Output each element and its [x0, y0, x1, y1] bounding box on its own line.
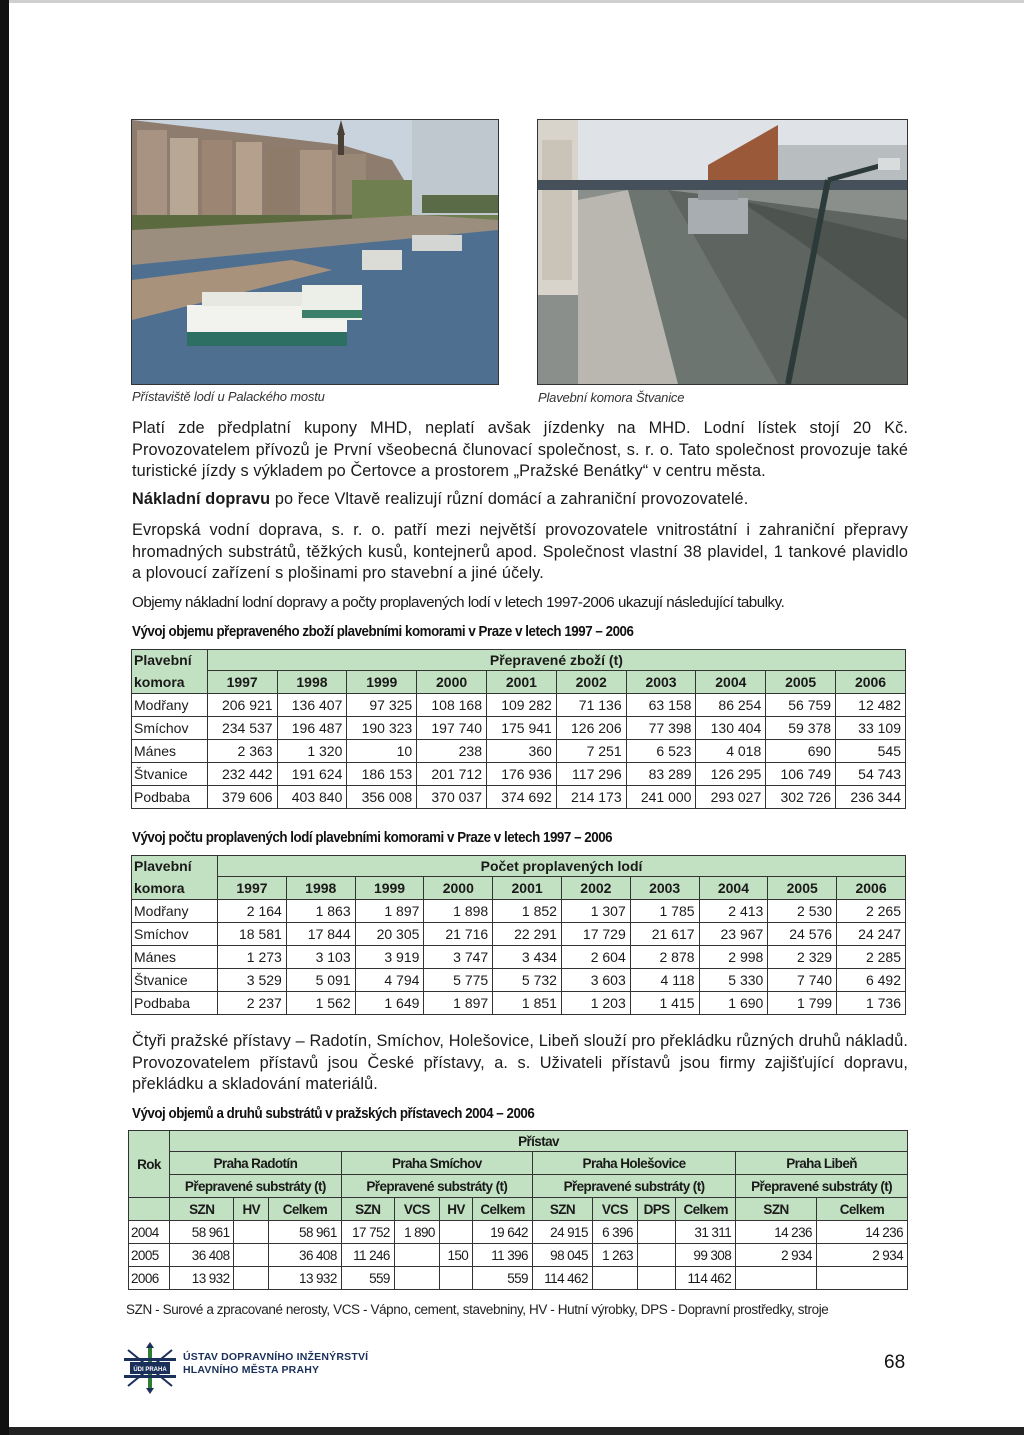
table1-year: 1998: [277, 671, 347, 694]
table1-year: 2000: [417, 671, 487, 694]
photo-lock-illustration: [538, 120, 907, 384]
table2-cell: 1 273: [218, 946, 287, 969]
table1-cell: 403 840: [277, 786, 347, 809]
table1-cell: 12 482: [836, 694, 906, 717]
table3-port-holesovice: Praha Holešovice: [532, 1152, 735, 1175]
table1-row-label: Modřany: [132, 694, 208, 717]
table2-cell: 1 852: [493, 900, 562, 923]
table3-cell: 36 408: [170, 1244, 234, 1267]
table1-cell: 379 606: [207, 786, 277, 809]
table2-row: [132, 946, 906, 969]
table3-cell: [439, 1221, 472, 1244]
table2-cell: 2 329: [768, 946, 837, 969]
table2-row-label: Mánes: [132, 946, 218, 969]
table3-cell: 114 462: [676, 1267, 736, 1290]
table3-column-headers: [129, 1198, 908, 1221]
table1-cell: 374 692: [487, 786, 557, 809]
table2-cell: 1 690: [699, 992, 768, 1015]
table2-row: [132, 969, 906, 992]
table2-cell: 17 844: [286, 923, 355, 946]
table3-cell: 2 934: [816, 1244, 907, 1267]
table2-row-label: Štvanice: [132, 969, 218, 992]
table1-cell: 2 363: [207, 740, 277, 763]
table3-cell: 58 961: [170, 1221, 234, 1244]
table1-row: [132, 694, 906, 717]
udi-logo: [122, 1340, 178, 1401]
table3-subheader: Přepravené substráty (t): [170, 1175, 342, 1198]
table3-port-liben: Praha Libeň: [736, 1152, 908, 1175]
table1-row-label: Podbaba: [132, 786, 208, 809]
table2-cell: 2 265: [837, 900, 906, 923]
table1-year: 2003: [626, 671, 696, 694]
table3-cell: [234, 1221, 269, 1244]
table1-cell: 4 018: [696, 740, 766, 763]
table2-cell: 1 307: [561, 900, 630, 923]
table3-cell: 58 961: [269, 1221, 342, 1244]
table2-cell: 2 878: [630, 946, 699, 969]
table3-row-year: 2006: [129, 1267, 170, 1290]
table1-cell: 109 282: [487, 694, 557, 717]
udi-logo-text: [183, 1351, 368, 1377]
table2-cell: 3 103: [286, 946, 355, 969]
table2-cell: 1 898: [424, 900, 493, 923]
table1-cell: 238: [417, 740, 487, 763]
table1-row-label: Smíchov: [132, 717, 208, 740]
table2-cell: 5 775: [424, 969, 493, 992]
table2-year: 1998: [286, 877, 355, 900]
table1-cell: 136 407: [277, 694, 347, 717]
table1-row-label: Mánes: [132, 740, 208, 763]
scan-left-edge: [0, 0, 9, 1435]
photo-palacky-pier: [131, 119, 499, 385]
table2-cell: 2 530: [768, 900, 837, 923]
table2-cell: 20 305: [355, 923, 424, 946]
table2-cell: 5 732: [493, 969, 562, 992]
table1-cell: 130 404: [696, 717, 766, 740]
table2-cell: 17 729: [561, 923, 630, 946]
table3-row: [129, 1221, 908, 1244]
table3-col-header: DPS: [637, 1198, 675, 1221]
table3-subheader: Přepravené substráty (t): [736, 1175, 908, 1198]
table1-cell: 690: [766, 740, 836, 763]
table1-row-label: Štvanice: [132, 763, 208, 786]
table1-cell: 197 740: [417, 717, 487, 740]
table-port-substrates: [128, 1130, 908, 1290]
table3-cell: 11 246: [341, 1244, 394, 1267]
table1-body: [132, 694, 906, 809]
table2-cell: 1 785: [630, 900, 699, 923]
table3-col-header: HV: [439, 1198, 472, 1221]
table3-col-header: SZN: [341, 1198, 394, 1221]
table3-cell: 36 408: [269, 1244, 342, 1267]
table1-cell: 175 941: [487, 717, 557, 740]
udi-logo-line2: HLAVNÍHO MĚSTA PRAHY: [183, 1364, 320, 1376]
table2-cell: 24 247: [837, 923, 906, 946]
table-vessels-passed: [131, 855, 906, 1015]
scan-top-edge: [9, 0, 1024, 3]
table2-year: 2004: [699, 877, 768, 900]
table1-cell: 6 523: [626, 740, 696, 763]
table3-cell: 31 311: [676, 1221, 736, 1244]
table3-cell: [816, 1267, 907, 1290]
table2-cell: 7 740: [768, 969, 837, 992]
table2-cell: 5 330: [699, 969, 768, 992]
table2-row-label: Modřany: [132, 900, 218, 923]
table3-cell: [394, 1267, 439, 1290]
table3-cell: 13 932: [269, 1267, 342, 1290]
table1-year: 2001: [487, 671, 557, 694]
table2-cell: 3 603: [561, 969, 630, 992]
table2-group-header: Počet proplavených lodí: [218, 856, 906, 877]
table3-heading: Vývoj objemů a druhů substrátů v pražských přístavech 2004 – 2006: [132, 1106, 535, 1122]
table3-cell: 14 236: [816, 1221, 907, 1244]
table1-cell: 117 296: [556, 763, 626, 786]
table2-year: 2005: [768, 877, 837, 900]
table2-cell: 3 529: [218, 969, 287, 992]
table1-cell: 234 537: [207, 717, 277, 740]
table3-cell: 99 308: [676, 1244, 736, 1267]
table1-cell: 241 000: [626, 786, 696, 809]
table2-cell: 1 562: [286, 992, 355, 1015]
table1-cell: 236 344: [836, 786, 906, 809]
table2-cell: 2 237: [218, 992, 287, 1015]
table2-cell: 2 604: [561, 946, 630, 969]
table2-cell: 22 291: [493, 923, 562, 946]
table3-pristav-header: Přístav: [170, 1131, 908, 1152]
table1-cell: 59 378: [766, 717, 836, 740]
table2-row-label: Smíchov: [132, 923, 218, 946]
table2-cell: 1 799: [768, 992, 837, 1015]
table2-year: 1997: [218, 877, 287, 900]
table3-col-header: VCS: [394, 1198, 439, 1221]
table1-heading: Vývoj objemu přepraveného zboží plavebními komorami v Praze v letech 1997 – 2006: [132, 624, 634, 640]
table1-cell: 232 442: [207, 763, 277, 786]
paragraph-evropska-vodni-doprava: Evropská vodní doprava, s. r. o. patří mezi největší provozovatele vnitrostátní i zahraniční přepravy hromadných substrátů, těžkých kusů, kontejnerů apod. Společnost vlastní 38 plavidel, 1 tankové plavidlo a plovoucí zařízení s plošinami pro stavební a jiné účely.: [132, 521, 908, 582]
table2-cell: 2 413: [699, 900, 768, 923]
table2-corner-bottom: komora: [132, 877, 218, 900]
table3-cell: 13 932: [170, 1267, 234, 1290]
table3-cell: 150: [439, 1244, 472, 1267]
table2-year: 2006: [837, 877, 906, 900]
udi-logo-line1: ÚSTAV DOPRAVNÍHO INŽENÝRSTVÍ: [183, 1351, 369, 1363]
table2-year: 2000: [424, 877, 493, 900]
table3-col-header: VCS: [592, 1198, 637, 1221]
table3-cell: [439, 1267, 472, 1290]
table2-cell: 2 164: [218, 900, 287, 923]
table1-group-header: Přepravené zboží (t): [207, 650, 905, 671]
table3-subheader: Přepravené substráty (t): [532, 1175, 735, 1198]
photo-stvanice-lock: [537, 119, 908, 385]
table1-cell: 108 168: [417, 694, 487, 717]
table3-col-header: SZN: [736, 1198, 817, 1221]
table3-subheader: Přepravené substráty (t): [341, 1175, 532, 1198]
table3-cell: 6 396: [592, 1221, 637, 1244]
table1-cell: 214 173: [556, 786, 626, 809]
table2-cell: 4 118: [630, 969, 699, 992]
paragraph-tables-intro: Objemy nákladní lodní dopravy a počty proplavených lodí v letech 1997-2006 ukazují následující tabulky.: [132, 594, 785, 611]
table3-col-header: HV: [234, 1198, 269, 1221]
table1-row: [132, 740, 906, 763]
paragraph-ferry-tickets: Platí zde předplatní kupony MHD, neplatí avšak jízdenky na MHD. Lodní lístek stojí 20 Kč. Provozovatelem přívozů je První všeobecná člunovací společnost, s. r. o. Tato společnost provozuje také turistické jízdy s výkladem po Čertovce a prostorem „Pražské Benátky“ v centru města.: [132, 419, 908, 480]
table2-year: 2002: [561, 877, 630, 900]
table3-cell: 1 263: [592, 1244, 637, 1267]
table3-cell: 14 236: [736, 1221, 817, 1244]
table3-col-header: Celkem: [816, 1198, 907, 1221]
table1-year: 1999: [347, 671, 417, 694]
table3-row: [129, 1267, 908, 1290]
table1-cell: 370 037: [417, 786, 487, 809]
freight-transport-bold: Nákladní dopravu: [132, 490, 271, 508]
table1-cell: 7 251: [556, 740, 626, 763]
table2-cell: 1 863: [286, 900, 355, 923]
table2-cell: 21 716: [424, 923, 493, 946]
table3-rok-header: Rok: [129, 1131, 170, 1198]
table3-col-header: SZN: [532, 1198, 592, 1221]
table2-cell: 1 897: [424, 992, 493, 1015]
table3-cell: [637, 1244, 675, 1267]
table2-row: [132, 992, 906, 1015]
table2-cell: 4 794: [355, 969, 424, 992]
table2-cell: 5 091: [286, 969, 355, 992]
table3-row: [129, 1244, 908, 1267]
table1-cell: 71 136: [556, 694, 626, 717]
table1-cell: 126 295: [696, 763, 766, 786]
table3-cell: 559: [473, 1267, 533, 1290]
table3-col-header: SZN: [170, 1198, 234, 1221]
table3-cell: 98 045: [532, 1244, 592, 1267]
table1-cell: 86 254: [696, 694, 766, 717]
table2-cell: 6 492: [837, 969, 906, 992]
table2-year: 1999: [355, 877, 424, 900]
table2-cell: 2 998: [699, 946, 768, 969]
table2-row: [132, 900, 906, 923]
table3-cell: 2 934: [736, 1244, 817, 1267]
table-transported-goods: [131, 649, 906, 809]
table1-cell: 196 487: [277, 717, 347, 740]
table3-port-smichov: Praha Smíchov: [341, 1152, 532, 1175]
table1-cell: 54 743: [836, 763, 906, 786]
table1-row: [132, 763, 906, 786]
table3-cell: [234, 1267, 269, 1290]
table2-row: [132, 923, 906, 946]
table2-row-label: Podbaba: [132, 992, 218, 1015]
table2-corner-top: Plavební: [132, 856, 218, 877]
table1-cell: 360: [487, 740, 557, 763]
table3-cell: 559: [341, 1267, 394, 1290]
table1-cell: 77 398: [626, 717, 696, 740]
table2-cell: 1 897: [355, 900, 424, 923]
table1-year: 2004: [696, 671, 766, 694]
footnote-abbreviations: SZN - Surové a zpracované nerosty, VCS - Vápno, cement, stavebniny, HV - Hutní výrobky, DPS - Dopravní prostředky, stroje: [126, 1302, 829, 1317]
table3-col-header: Celkem: [473, 1198, 533, 1221]
table2-cell: 1 415: [630, 992, 699, 1015]
table3-cell: [637, 1221, 675, 1244]
table1-corner-top: Plavební: [132, 650, 208, 671]
table3-cell: 11 396: [473, 1244, 533, 1267]
table3-cell: [592, 1267, 637, 1290]
table2-cell: 3 919: [355, 946, 424, 969]
table1-cell: 1 320: [277, 740, 347, 763]
scan-bottom-edge: [9, 1427, 1024, 1435]
photo-caption-lock: Plavební komora Štvanice: [538, 390, 685, 405]
table2-cell: 24 576: [768, 923, 837, 946]
paragraph-prague-ports: Čtyři pražské přístavy – Radotín, Smíchov, Holešovice, Libeň slouží pro překládku různých druhů nákladů. Provozovatelem přístavů jsou České přístavy, a. s. Uživateli přístavů jsou firmy zajišťující dopravu, překládku a skladování materiálů.: [132, 1032, 908, 1093]
table1-cell: 63 158: [626, 694, 696, 717]
table1-year: 2006: [836, 671, 906, 694]
table2-cell: 2 285: [837, 946, 906, 969]
udi-logo-icon: [122, 1340, 178, 1396]
table1-cell: 56 759: [766, 694, 836, 717]
table2-heading: Vývoj počtu proplavených lodí plavebními komorami v Praze v letech 1997 – 2006: [132, 830, 613, 846]
table3-cell: [736, 1267, 817, 1290]
table3-body: [129, 1221, 908, 1290]
table1-cell: 106 749: [766, 763, 836, 786]
table3-cell: 19 642: [473, 1221, 533, 1244]
table2-cell: 3 434: [493, 946, 562, 969]
photo-caption-pier: Přístaviště lodí u Palackého mostu: [132, 389, 325, 404]
table3-col-header: Celkem: [269, 1198, 342, 1221]
table1-row: [132, 717, 906, 740]
table1-cell: 201 712: [417, 763, 487, 786]
table2-body: [132, 900, 906, 1015]
table3-cell: [394, 1244, 439, 1267]
table1-year: 1997: [207, 671, 277, 694]
table2-cell: 3 747: [424, 946, 493, 969]
freight-transport-rest: po řece Vltavě realizují různí domácí a zahraniční provozovatelé.: [270, 490, 749, 508]
table3-row-year: 2004: [129, 1221, 170, 1244]
table1-cell: 176 936: [487, 763, 557, 786]
table1-cell: 126 206: [556, 717, 626, 740]
table3-cell: 1 890: [394, 1221, 439, 1244]
table2-cell: 21 617: [630, 923, 699, 946]
table1-cell: 186 153: [347, 763, 417, 786]
table1-cell: 302 726: [766, 786, 836, 809]
table1-cell: 545: [836, 740, 906, 763]
table1-cell: 356 008: [347, 786, 417, 809]
table1-cell: 97 325: [347, 694, 417, 717]
photo-pier-illustration: [132, 120, 498, 384]
table1-cell: 83 289: [626, 763, 696, 786]
table3-cell: 24 915: [532, 1221, 592, 1244]
paragraph-freight-transport: [132, 489, 908, 511]
table3-port-radotin: Praha Radotín: [170, 1152, 342, 1175]
table1-cell: 10: [347, 740, 417, 763]
page-number: 68: [884, 1352, 906, 1373]
table1-cell: 293 027: [696, 786, 766, 809]
table1-year: 2002: [556, 671, 626, 694]
table2-cell: 1 851: [493, 992, 562, 1015]
table1-row: [132, 786, 906, 809]
table3-cell: [234, 1244, 269, 1267]
table3-cell: [637, 1267, 675, 1290]
table2-cell: 1 203: [561, 992, 630, 1015]
table2-cell: 23 967: [699, 923, 768, 946]
udi-logo-badge: ÚDI PRAHA: [133, 1367, 167, 1373]
table2-year: 2001: [493, 877, 562, 900]
table2-cell: 1 736: [837, 992, 906, 1015]
table1-cell: 33 109: [836, 717, 906, 740]
table1-cell: 191 624: [277, 763, 347, 786]
table1-cell: 190 323: [347, 717, 417, 740]
table3-col-header: Celkem: [676, 1198, 736, 1221]
table2-cell: 18 581: [218, 923, 287, 946]
table3-row-year: 2005: [129, 1244, 170, 1267]
table3-col-empty: [129, 1198, 170, 1221]
table1-cell: 206 921: [207, 694, 277, 717]
table2-cell: 1 649: [355, 992, 424, 1015]
table2-year: 2003: [630, 877, 699, 900]
table3-cell: 114 462: [532, 1267, 592, 1290]
table1-year: 2005: [766, 671, 836, 694]
table1-corner-bottom: komora: [132, 671, 208, 694]
table3-cell: 17 752: [341, 1221, 394, 1244]
